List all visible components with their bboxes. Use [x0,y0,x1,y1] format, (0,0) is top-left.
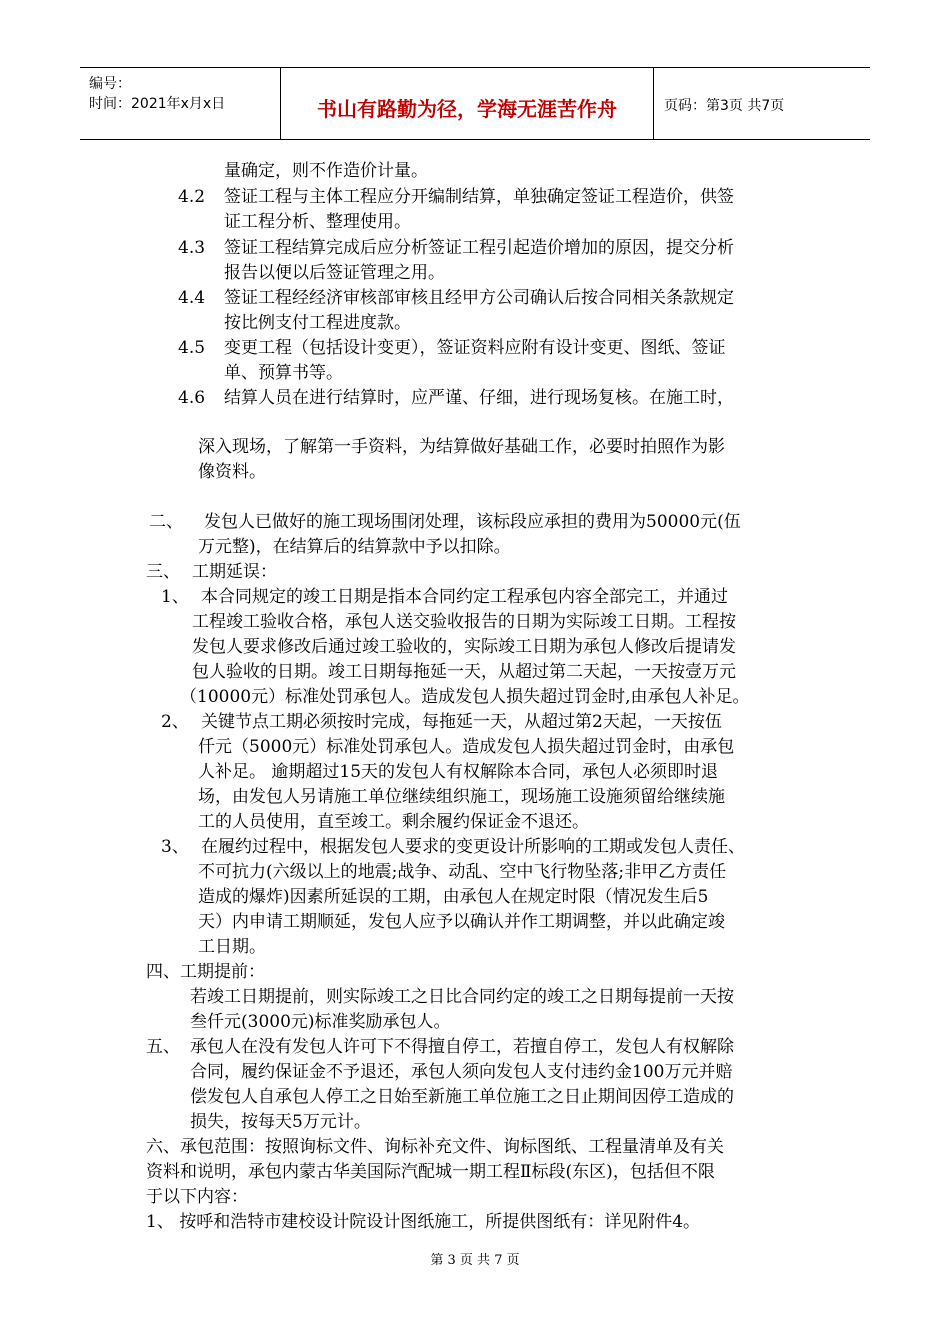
section-heading: 六、承包范围：按照询标文件、询标补充文件、询标图纸、工程量清单及有关 [146,1137,724,1157]
body-line: 损失，按每天5万元计。 [190,1112,371,1132]
section-number: 五、 [146,1037,180,1057]
body-line: 按比例支付工程进度款。 [224,313,411,333]
body-line: 证工程分析、整理使用。 [224,212,411,232]
section-heading: 工期延误： [192,562,277,582]
body-line: 在履约过程中，根据发包人要求的变更设计所影响的工期或发包人责任、 [201,837,745,857]
body-line: 场，由发包人另请施工单位继续组织施工，现场施工设施须留给继续施 [198,787,725,807]
body-line: 签证工程经经济审核部审核且经甲方公司确认后按合同相关条款规定 [224,288,734,308]
document-number: 编号： [89,76,131,92]
body-line: 结算人员在进行结算时，应严谨、仔细，进行现场复核。在施工时， [224,388,734,408]
body-line: 深入现场，了解第一手资料，为结算做好基础工作，必要时拍照作为影 [198,437,725,457]
page-footer: 第 3 页 共 7 页 [430,1253,520,1268]
header-page-number: 页码：第3页 共7页 [664,98,785,114]
header-motto: 书山有路勤为径，学海无涯苦作舟 [317,97,617,121]
body-line: 像资料。 [198,462,266,482]
body-line: 叁仟元(3000元)标准奖励承包人。 [190,1012,451,1032]
body-line: 工日期。 [198,937,266,957]
body-line: 天）内申请工期顺延，发包人应予以确认并作工期调整，并以此确定竣 [198,912,725,932]
body-line: 仟元（5000元）标准处罚承包人。造成发包人损失超过罚金时，由承包 [198,737,735,757]
item-number: 3、 [161,837,189,857]
body-line: 若竣工日期提前，则实际竣工之日比合同约定的竣工之日期每提前一天按 [190,987,734,1007]
body-line: 1、 按呼和浩特市建校设计院设计图纸施工，所提供图纸有：详见附件4。 [146,1212,701,1232]
document-date: 时间：2021年x月x日 [89,96,226,112]
body-line: 人补足。 逾期超过15天的发包人有权解除本合同，承包人必须即时退 [198,762,719,782]
body-line: 工程竣工验收合格，承包人送交验收报告的日期为实际竣工日期。工程按 [192,612,736,632]
clause-number: 4.4 [178,288,206,308]
header-motto-cell [281,68,654,139]
body-line: 万元整)，在结算后的结算款中予以扣除。 [198,537,511,557]
header-page-cell [654,68,870,139]
body-line: 发包人已做好的施工现场围闭处理，该标段应承担的费用为50000元(伍 [204,512,741,532]
section-number: 二、 [149,512,183,532]
clause-number: 4.5 [178,338,206,358]
body-line: 造成的爆炸)因素所延误的工期，由承包人在规定时限（情况发生后5 [198,887,709,907]
body-line: 工的人员使用，直至竣工。剩余履约保证金不退还。 [198,812,589,832]
body-line: 发包人要求修改后通过竣工验收的，实际竣工日期为承包人修改后提请发 [192,637,736,657]
clause-number: 4.3 [178,238,206,258]
body-line: 变更工程（包括设计变更），签证资料应附有设计变更、图纸、签证 [224,338,726,358]
body-line: 资料和说明，承包内蒙古华美国际汽配城一期工程Ⅱ标段(东区)，包括但不限 [146,1162,715,1182]
body-line: 不可抗力(六级以上的地震;战争、动乱、空中飞行物坠落;非甲乙方责任 [198,862,727,882]
body-line: 签证工程结算完成后应分析签证工程引起造价增加的原因，提交分析 [224,238,734,258]
body-line: （10000元）标准处罚承包人。造成发包人损失超过罚金时,由承包人补足。 [180,687,750,707]
clause-number: 4.2 [178,187,206,207]
body-line: 合同，履约保证金不予退还，承包人须向发包人支付违约金100万元并赔 [190,1062,733,1082]
body-line: 承包人在没有发包人许可下不得擅自停工，若擅自停工，发包人有权解除 [190,1037,734,1057]
body-line: 关键节点工期必须按时完成，每拖延一天，从超过第2天起，一天按伍 [201,712,722,732]
body-line: 包人验收的日期。竣工日期每拖延一天，从超过第二天起，一天按壹万元 [192,662,736,682]
section-heading: 四、工期提前： [146,962,265,982]
body-line: 本合同规定的竣工日期是指本合同约定工程承包内容全部完工，并通过 [201,587,728,607]
item-number: 2、 [161,712,189,732]
page-header [80,67,870,140]
header-info-cell [80,68,281,139]
body-line: 报告以便以后签证管理之用。 [224,263,445,283]
body-line: 量确定，则不作造价计量。 [224,161,428,181]
clause-number: 4.6 [178,388,206,408]
body-line: 签证工程与主体工程应分开编制结算，单独确定签证工程造价，供签 [224,187,734,207]
section-number: 三、 [146,562,180,582]
body-line: 单、预算书等。 [224,363,343,383]
body-line: 偿发包人自承包人停工之日始至新施工单位施工之日止期间因停工造成的 [190,1087,734,1107]
body-line: 于以下内容： [146,1187,248,1207]
item-number: 1、 [161,587,189,607]
